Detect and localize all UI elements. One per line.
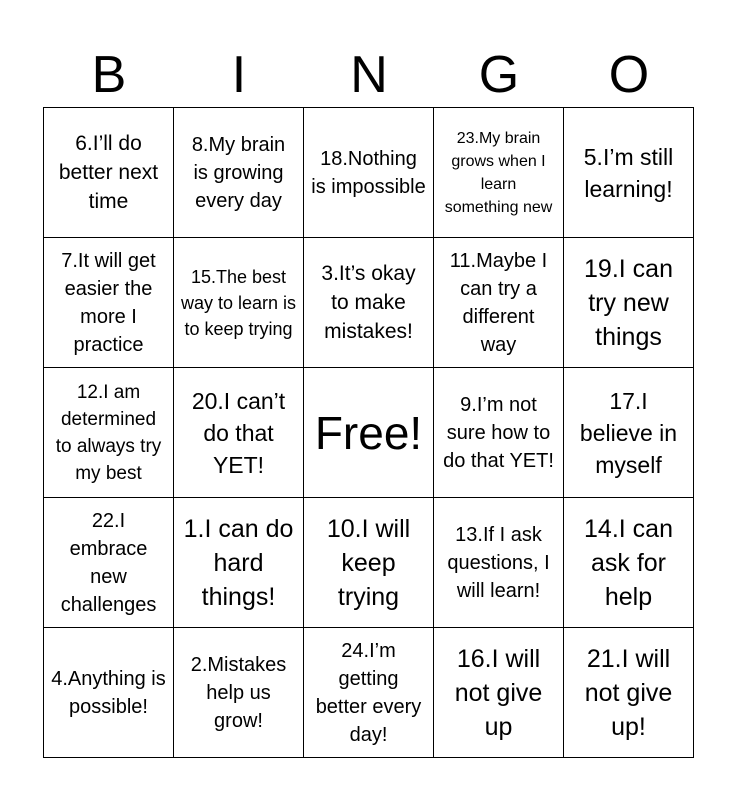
bingo-cell[interactable] (174, 498, 304, 628)
bingo-cell[interactable] (44, 498, 174, 628)
cell-text: 1.I can do hard things! (183, 514, 294, 611)
cell-text: 15.The best way to learn is to keep trying (180, 266, 297, 339)
cell-text: 3.It’s okay to make mistakes! (321, 262, 416, 343)
cell-text: 18.Nothing is impossible (311, 147, 426, 198)
cell-text: 12.I am determined to always try my best (55, 381, 162, 484)
bingo-header (44, 44, 694, 106)
cell-text: 8.My brain is growing every day (191, 133, 286, 212)
cell-text: 10.I will keep trying (326, 514, 411, 611)
bingo-cell[interactable] (304, 238, 434, 368)
cell-text: 4.Anything is possible! (51, 667, 166, 718)
cell-text: 24.I’m getting better every day! (315, 639, 422, 746)
bingo-cell[interactable] (174, 108, 304, 238)
cell-text: 2.Mistakes help us grow! (190, 653, 287, 732)
bingo-cell[interactable] (304, 498, 434, 628)
cell-text: 21.I will not give up! (584, 644, 673, 741)
cell-text: 11.Maybe I can try a different way (449, 249, 548, 356)
bingo-cell[interactable] (564, 368, 694, 498)
bingo-cell[interactable] (174, 238, 304, 368)
cell-text: 19.I can try new things (584, 254, 673, 351)
cell-text: 7.It will get easier the more I practice (61, 249, 156, 356)
cell-text: 9.I’m not sure how to do that YET! (443, 393, 554, 472)
free-space[interactable] (304, 368, 434, 498)
header-letter-b: B (91, 46, 127, 104)
bingo-cell[interactable] (304, 108, 434, 238)
bingo-cell[interactable] (434, 108, 564, 238)
cell-text: 16.I will not give up (454, 644, 543, 741)
bingo-board (43, 107, 694, 758)
header-letter-g: G (478, 46, 520, 104)
bingo-cell[interactable] (564, 498, 694, 628)
cell-text: 14.I can ask for help (584, 514, 673, 611)
cell-text: 6.I’ll do better next time (58, 132, 159, 213)
bingo-cell[interactable] (44, 628, 174, 758)
bingo-cell[interactable] (44, 108, 174, 238)
cell-text: 17.I believe in myself (579, 387, 678, 478)
bingo-cell[interactable] (564, 108, 694, 238)
bingo-cell[interactable] (44, 368, 174, 498)
cell-text: 20.I can’t do that YET! (191, 387, 286, 478)
header-letter-n: N (350, 46, 388, 104)
bingo-cell[interactable] (434, 498, 564, 628)
cell-text: 5.I’m still learning! (583, 143, 674, 202)
bingo-cell[interactable] (174, 628, 304, 758)
bingo-cell[interactable] (434, 238, 564, 368)
bingo-cell[interactable] (564, 628, 694, 758)
cell-text: 13.If I ask questions, I will learn! (447, 523, 550, 602)
bingo-cell[interactable] (304, 628, 434, 758)
bingo-cell[interactable] (434, 628, 564, 758)
free-space-label: Free! (314, 406, 423, 459)
cell-text: 22.I embrace new challenges (60, 509, 157, 616)
bingo-cell[interactable] (434, 368, 564, 498)
header-letter-i: I (231, 46, 247, 104)
bingo-cell[interactable] (174, 368, 304, 498)
bingo-cell[interactable] (44, 238, 174, 368)
header-letter-o: O (608, 46, 650, 104)
bingo-cell[interactable] (564, 238, 694, 368)
cell-text: 23.My brain grows when I learn something new (444, 129, 553, 216)
